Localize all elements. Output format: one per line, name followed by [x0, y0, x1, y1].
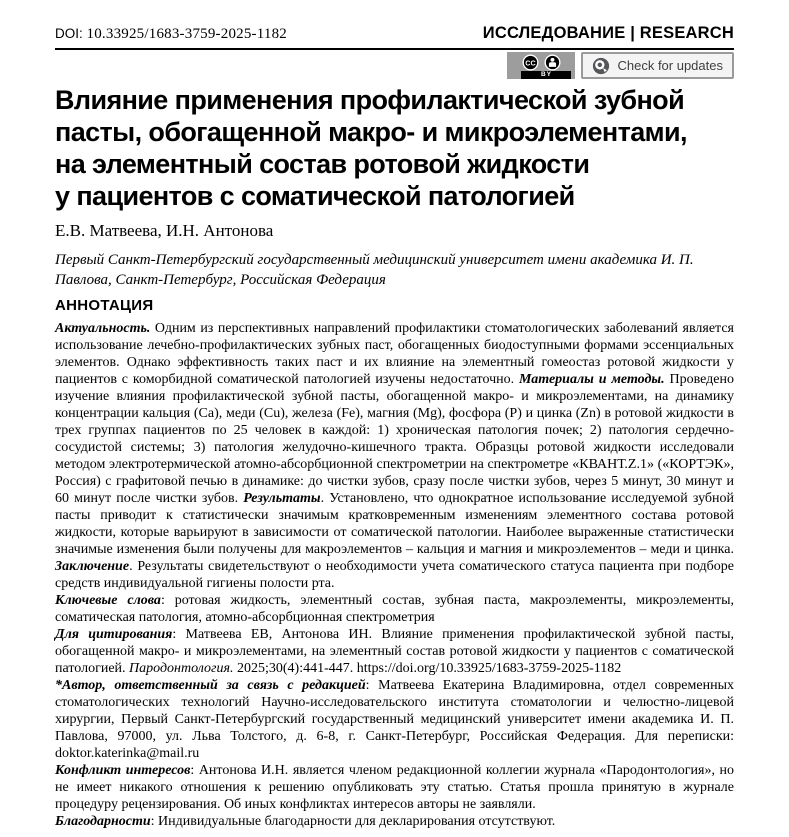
keywords-text: : ротовая жидкость, элементный состав, зубная паста, макроэлементы, микроэлементы, соматическая патология, атомно-абсорбционная спектрометрия: [55, 593, 734, 625]
doi-value: 10.33925/1683-3759-2025-1182: [86, 26, 287, 42]
top-bar: [55, 24, 734, 43]
doi-line: [55, 26, 287, 43]
cc-by-strip: BY: [521, 71, 571, 79]
abstract-text-methods: Проведено изучение влияния профилактической зубной пасты, обогащенной макро- и микроэлементами, на динамику концентрации кальция (Ca), меди (Cu), железа (Fe), магния (Mg), фосфора (P) и цинка (Zn) в ротовой жидкости в трех группах пациентов по 25 человек в каждой: 1) хроническая патология почек; 2) патология сердечно-сосудистой системы; 3) патология желудочно-кишечного тракта. Образцы ротовой жидкости исследовали методом электротермической атомно-абсорбционной спектрометрии на спектрометре «КВАНТ.Z.1» («КОРТЭК», Россия) с графитовой печью в динамике: до чистки зубов, сразу после чистки зубов, через 5 минут, 30 минут и 60 минут после чистки зубов.: [55, 372, 734, 506]
title-line: Влияние применения профилактической зубной: [55, 85, 685, 115]
section-label: ИССЛЕДОВАНИЕ | RESEARCH: [482, 24, 734, 42]
abstract-lead-conclusion: Заключение: [55, 559, 130, 574]
corresponding-author-paragraph: [55, 677, 734, 762]
acknowledgments-lead: Благодарности: [55, 814, 151, 829]
citation-lead: Для цитирования: [55, 627, 173, 642]
header-divider: [55, 48, 734, 50]
citation-rest: 2025;30(4):441-447. https://doi.org/10.33925/1683-3759-2025-1182: [233, 661, 622, 676]
corresponding-author-text: : Матвеева Екатерина Владимировна, отдел современных стоматологических технологий Научно-исследовательского института стоматологии и челюстно-лицевой хирургии, Первый Санкт-Петербургский государственный медицинский университет имени академика И. П. Павлова, 97000, ул. Льва Толстого, д. 6-8, г. Санкт-Петербург, Российская Федерация. Для переписки: doktor.katerinka@mail.ru: [55, 678, 734, 761]
cc-circle-icon: [522, 54, 539, 71]
abstract-paragraph: [55, 320, 734, 592]
abstract-lead-results: Результаты: [243, 491, 321, 506]
conflict-of-interest-lead: Конфликт интересов: [55, 763, 191, 778]
authors-line: Е.В. Матвеева, И.Н. Антонова: [55, 221, 274, 240]
keywords-paragraph: [55, 592, 734, 626]
citation-journal-name: Пародонтология.: [129, 661, 234, 676]
badge-row: [55, 52, 734, 79]
acknowledgments-text: : Индивидуальные благодарности для декларирования отсутствуют.: [150, 814, 556, 829]
svg-text:CC: CC: [525, 58, 536, 68]
conflict-of-interest-text: : Антонова И.Н. является членом редакционной коллегии журнала «Пародонтология», но не имеет никакого отношения к решению опубликовать эту статью. Статья прошла принятую в журнале процедуру рецензирования. Об иных конфликтах интересов авторы не заявляли.: [55, 763, 735, 812]
citation-paragraph: [55, 626, 734, 677]
check-for-updates-badge[interactable]: [581, 52, 734, 79]
conflict-of-interest-paragraph: [55, 762, 734, 813]
corresponding-author-lead: *Автор, ответственный за связь с редакцией: [55, 678, 366, 693]
person-circle-icon: [544, 54, 561, 71]
title-line: пасты, обогащенной макро- и микроэлементами,: [55, 117, 687, 147]
abstract-text-conclusion: . Результаты свидетельствуют о необходимости учета соматического статуса пациента при подборе средств индивидуальной гигиены полости рта.: [55, 559, 734, 591]
cc-by-license-badge[interactable]: [507, 52, 575, 79]
citation-text: : Матвеева ЕВ, Антонова ИН. Влияние применения профилактической зубной пасты, обогащенной макро- и микроэлементами, на элементный состав ротовой жидкости у пациентов с соматической патологией.: [55, 627, 735, 676]
doi-label: DOI:: [55, 26, 83, 41]
abstract-block: [55, 320, 734, 830]
keywords-lead: Ключевые слова: [55, 593, 161, 608]
check-for-updates-label: Check for updates: [617, 58, 723, 73]
abstract-text-relevance: Одним из перспективных направлений профилактики стоматологических заболеваний является использование лечебно-профилактических зубных паст, обогащенных биодоступными формами эссенциальных элементов. Однако эффективность таких паст и их влияние на элементный гомеостаз ротовой жидкости у пациентов с коморбидной соматической патологией изучены недостаточно.: [55, 321, 734, 387]
article-title: [55, 84, 734, 212]
abstract-lead-methods: Материалы и методы.: [518, 372, 665, 387]
affiliation: Первый Санкт-Петербургский государственный медицинский университет имени академика И. П. Павлова, Санкт-Петербург, Российская Федерация: [55, 252, 694, 288]
abstract-heading: АННОТАЦИЯ: [55, 297, 154, 314]
title-line: на элементный состав ротовой жидкости: [55, 149, 590, 179]
crossmark-icon: [592, 57, 610, 75]
abstract-lead-relevance: Актуальность.: [55, 321, 151, 336]
title-line: у пациентов с соматической патологией: [55, 181, 575, 211]
abstract-text-results: . Установлено, что однократное использование исследуемой зубной пасты приводит к статистически значимым кратковременным изменениям элементного состава ротовой жидкости, которые варьируют в зависимости от соматической патологии. Наиболее выраженные статистически значимые изменения были получены для макроэлементов – кальция и магния и микроэлементов – меди и цинка.: [55, 491, 734, 557]
acknowledgments-paragraph: [55, 813, 734, 830]
